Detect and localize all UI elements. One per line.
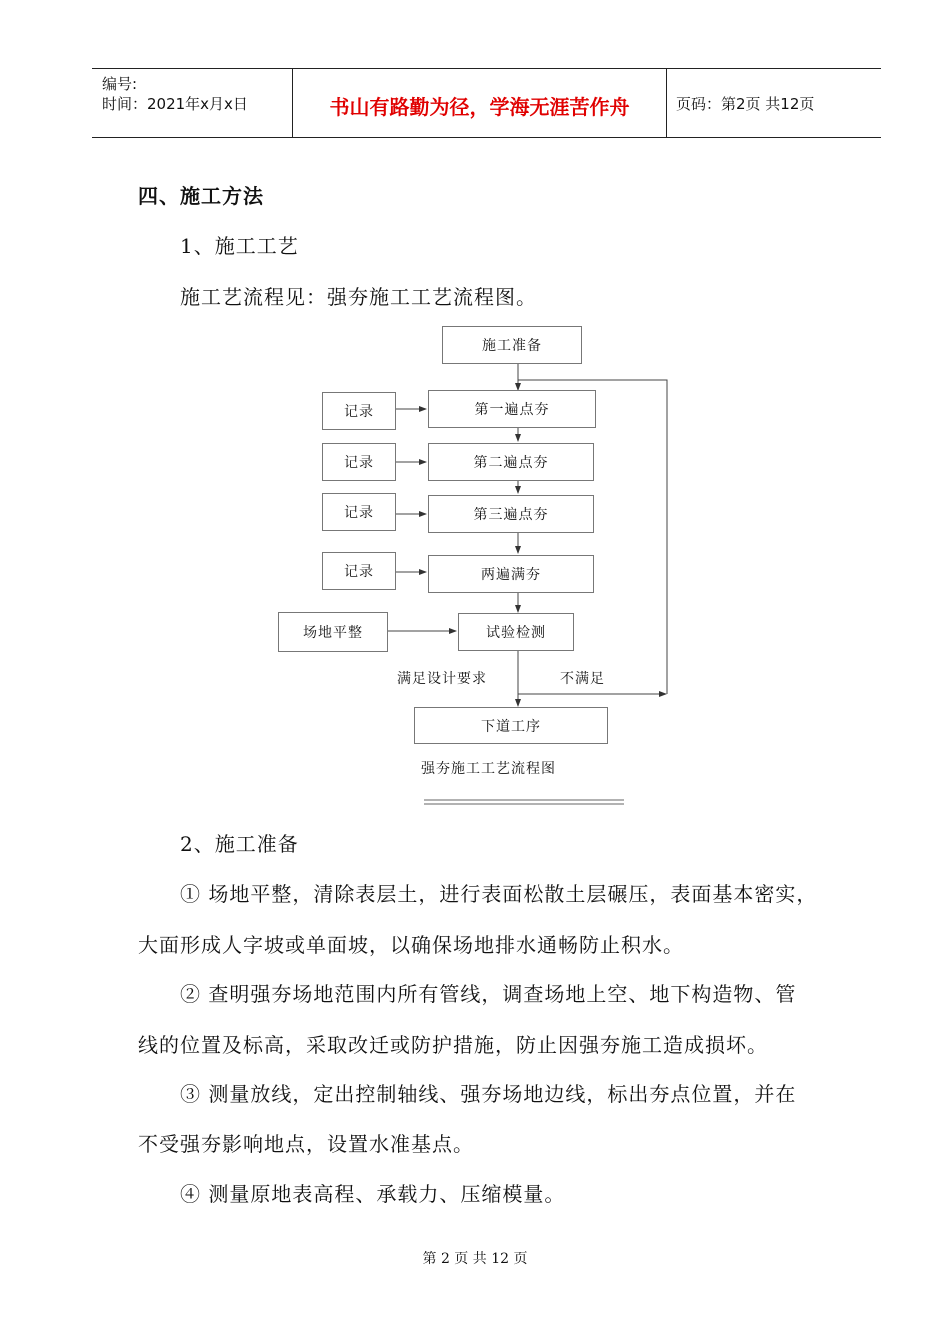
flow-label-not-satisfied: 不满足: [560, 671, 605, 687]
paragraph-3-line-2: 不受强夯影响地点，设置水准基点。: [138, 1132, 474, 1156]
flow-node-prep: 施工准备: [442, 326, 582, 364]
subsection-title-1: 1、施工工艺: [180, 234, 299, 258]
flow-node-step2: 第二遍点夯: [428, 443, 594, 481]
paragraph-1-line-2: 大面形成人字坡或单面坡，以确保场地排水通畅防止积水。: [138, 933, 684, 957]
paragraph-1-line-1: ① 场地平整，清除表层土，进行表面松散土层碾压，表面基本密实，: [180, 882, 818, 906]
doc-time-label: 时间：2021年x月x日: [102, 95, 248, 113]
paragraph-3-line-1: ③ 测量放线，定出控制轴线、强夯场地边线，标出夯点位置，并在: [180, 1082, 797, 1106]
doc-number-label: 编号:: [102, 75, 138, 93]
paragraph-4-line-1: ④ 测量原地表高程、承载力、压缩模量。: [180, 1182, 566, 1206]
flow-node-record-4: 记录: [322, 552, 396, 590]
subsection-title-2: 2、施工准备: [180, 832, 299, 856]
paragraph-2-line-2: 线的位置及标高，采取改迁或防护措施，防止因强夯施工造成损坏。: [138, 1033, 768, 1057]
page-footer: 第 2 页 共 12 页: [422, 1251, 528, 1267]
flow-node-site-leveling: 场地平整: [278, 612, 388, 652]
flow-node-record-3: 记录: [322, 493, 396, 531]
flow-node-next-step: 下道工序: [414, 707, 608, 744]
flow-node-test: 试验检测: [458, 613, 574, 651]
flowchart-caption: 强夯施工工艺流程图: [421, 761, 556, 777]
paragraph-2-line-1: ② 查明强夯场地范围内所有管线，调查场地上空、地下构造物、管: [180, 982, 797, 1006]
flow-node-record-1: 记录: [322, 392, 396, 430]
flow-node-step3: 第三遍点夯: [428, 495, 594, 533]
flow-intro: 施工艺流程见：强夯施工工艺流程图。: [180, 285, 537, 309]
flow-label-satisfied: 满足设计要求: [397, 671, 487, 687]
flow-node-record-2: 记录: [322, 443, 396, 481]
flow-node-step4: 两遍满夯: [428, 555, 594, 593]
header-page-info: 页码：第2页 共12页: [676, 95, 815, 113]
flow-node-step1: 第一遍点夯: [428, 390, 596, 428]
motto: 书山有路勤为径，学海无涯苦作舟: [329, 95, 630, 119]
section-heading: 四、施工方法: [138, 184, 264, 208]
